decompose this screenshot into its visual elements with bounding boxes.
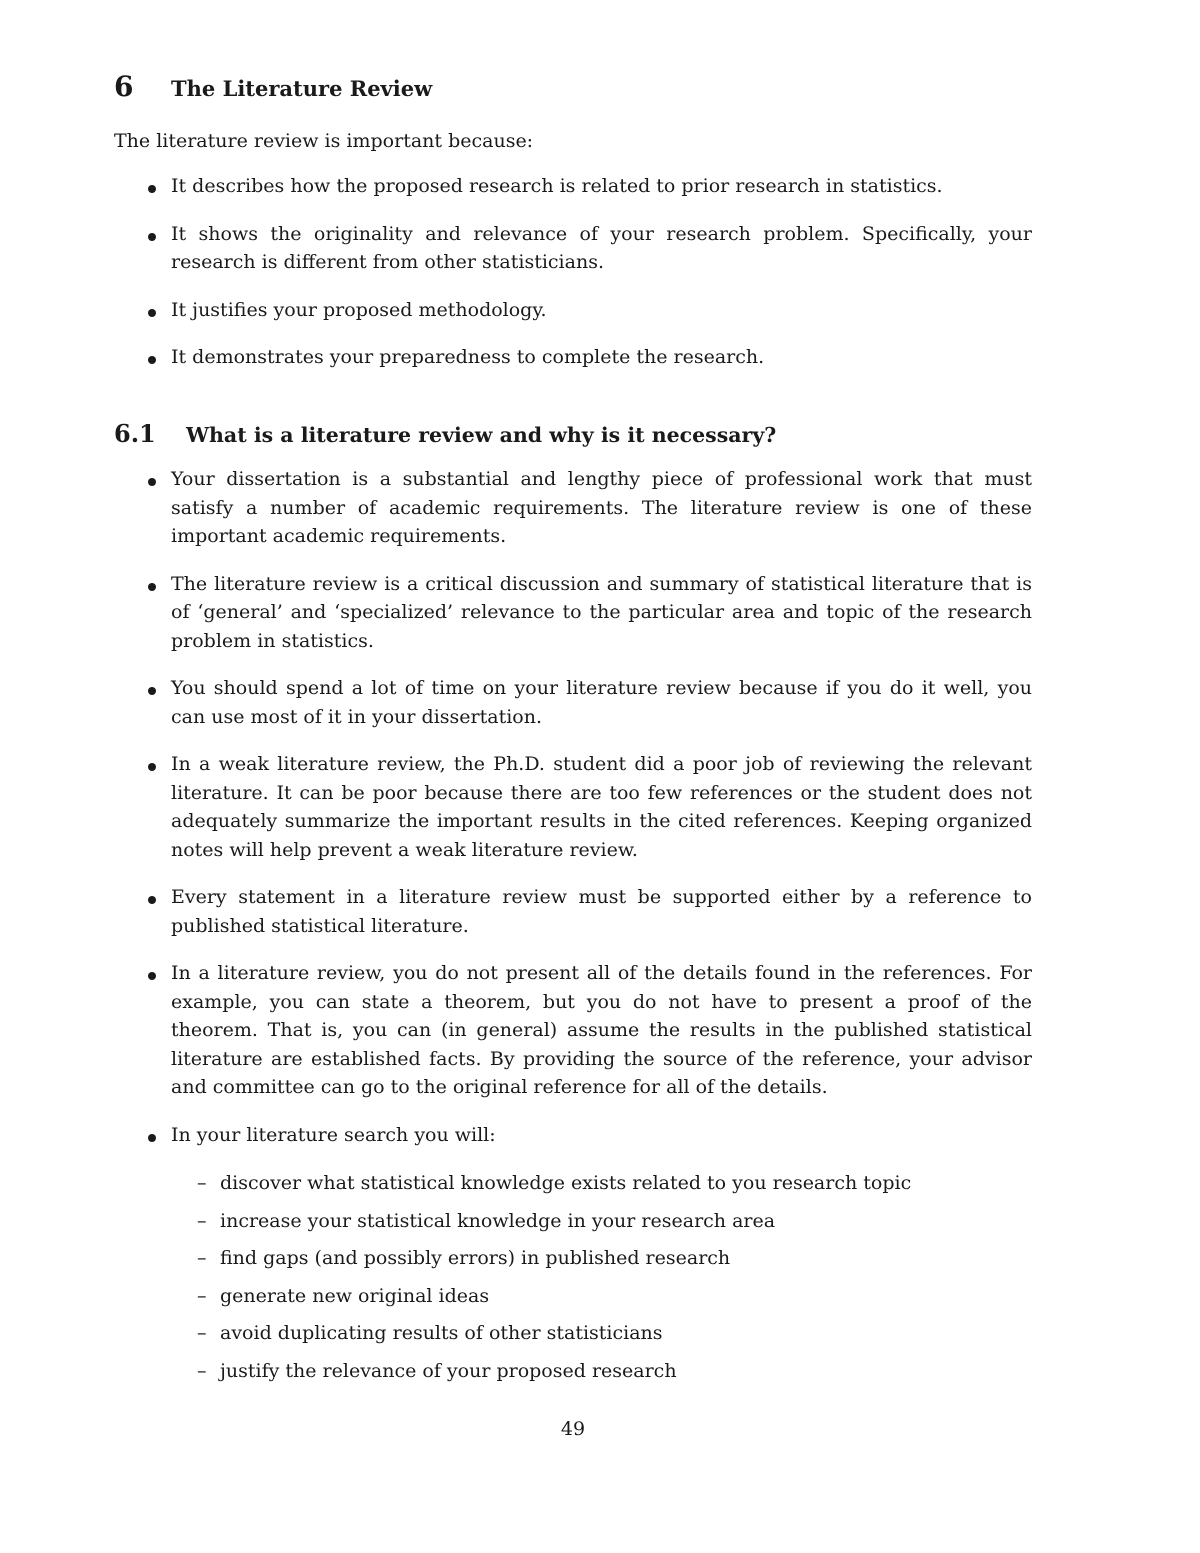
list-item-text: It justifies your proposed methodology. xyxy=(171,298,547,321)
section-heading xyxy=(114,70,432,103)
list-item-text: It demonstrates your preparedness to complete the research. xyxy=(171,346,765,368)
sublist-item-text: find gaps (and possibly errors) in published research xyxy=(220,1247,731,1269)
sublist-item-text: justify the relevance of your proposed research xyxy=(220,1359,677,1382)
bullet-icon xyxy=(148,972,156,980)
list-item-text: In your literature search you will: xyxy=(171,1123,496,1146)
bullet-icon xyxy=(148,478,156,486)
sublist-item xyxy=(171,1207,1032,1235)
importance-list xyxy=(114,172,1032,391)
sublist-item xyxy=(171,1319,1032,1347)
list-item xyxy=(114,296,1032,325)
bullet-icon xyxy=(148,1134,156,1142)
section-number: 6 xyxy=(114,70,134,103)
dash-icon: – xyxy=(197,1359,207,1382)
subsection-heading xyxy=(114,419,776,448)
sublist-item xyxy=(171,1282,1032,1310)
list-item xyxy=(114,465,1032,551)
list-item-text: You should spend a lot of time on your literature review because if you do it well, you can use most of it in your dissertation. xyxy=(171,677,1032,728)
list-item xyxy=(114,750,1032,864)
bullet-icon xyxy=(148,583,156,591)
list-item xyxy=(114,570,1032,656)
sublist-item-text: increase your statistical knowledge in your research area xyxy=(220,1209,776,1232)
list-item-text: The literature review is a critical discussion and summary of statistical literature that is of ‘general’ and ‘specialized’ relevance to the particular area and topic of the research problem in statistics. xyxy=(171,572,1032,652)
sublist-item-text: generate new original ideas xyxy=(220,1284,490,1307)
dash-icon: – xyxy=(197,1284,207,1307)
section-title: The Literature Review xyxy=(171,76,433,101)
sublist-item-text: avoid duplicating results of other statisticians xyxy=(220,1322,663,1344)
list-item-text: In a weak literature review, the Ph.D. student did a poor job of reviewing the relevant literature. It can be poor because there are too few references or the student does not adequately summarize the important results in the cited references. Keeping organized notes will help prevent a weak literature review. xyxy=(171,753,1032,861)
dash-icon: – xyxy=(197,1172,207,1194)
page-number: 49 xyxy=(560,1418,586,1440)
list-item-text: In a literature review, you do not present all of the details found in the references. For example, you can state a theorem, but you do not have to present a proof of the theorem. That is, you can (in general) assume the results in the published statistical literature are established facts. By providing the source of the reference, your advisor and committee can go to the original reference for all of the details. xyxy=(171,962,1032,1098)
dash-icon: – xyxy=(197,1247,207,1269)
list-item-text: It shows the originality and relevance of your research problem. Specifically, your research is different from other statisticians. xyxy=(171,222,1032,273)
list-item-text: Every statement in a literature review must be supported either by a reference to published statistical literature. xyxy=(171,886,1032,937)
sublist-item xyxy=(171,1169,1032,1197)
bullet-icon xyxy=(148,309,156,317)
bullet-icon xyxy=(148,763,156,771)
bullet-icon xyxy=(148,233,156,241)
list-item xyxy=(114,1121,1032,1385)
list-item xyxy=(114,172,1032,201)
list-item xyxy=(114,959,1032,1102)
list-item xyxy=(114,674,1032,731)
dash-icon: – xyxy=(197,1209,207,1232)
sublist-item xyxy=(171,1244,1032,1272)
dash-icon: – xyxy=(197,1322,207,1344)
search-sublist xyxy=(171,1169,1032,1385)
bullet-icon xyxy=(148,185,156,193)
subsection-title: What is a literature review and why is it necessary? xyxy=(186,423,777,447)
bullet-icon xyxy=(148,896,156,904)
list-item-text: Your dissertation is a substantial and lengthy piece of professional work that must satisfy a number of academic requirements. The literature review is one of these important academic requirements. xyxy=(171,468,1032,547)
sublist-item xyxy=(171,1357,1032,1385)
bullet-icon xyxy=(148,687,156,695)
list-item xyxy=(114,220,1032,277)
list-item xyxy=(114,343,1032,372)
sublist-item-text: discover what statistical knowledge exists related to you research topic xyxy=(220,1172,912,1194)
subsection-number: 6.1 xyxy=(114,419,156,448)
list-item xyxy=(114,883,1032,940)
list-item-text: It describes how the proposed research is related to prior research in statistics. xyxy=(171,175,943,197)
intro-paragraph: The literature review is important because: xyxy=(114,130,534,152)
bullet-icon xyxy=(148,356,156,364)
review-list xyxy=(114,465,1032,1404)
